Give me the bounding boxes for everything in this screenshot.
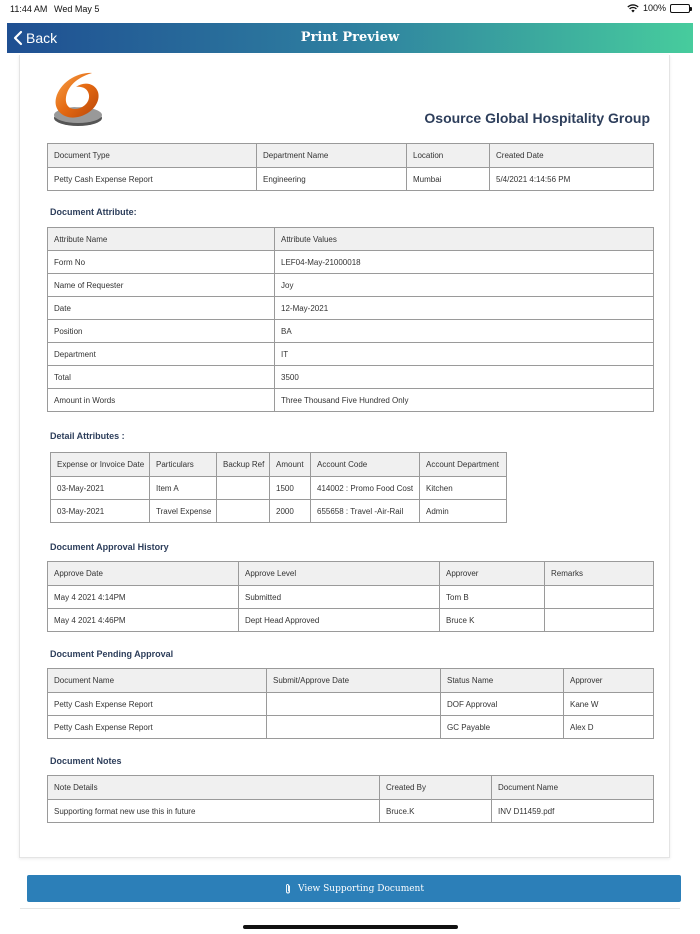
- table-cell: DOF Approval: [441, 693, 564, 716]
- table-cell: 655658 : Travel -Air-Rail: [311, 500, 420, 523]
- attribute-value: 3500: [275, 366, 654, 389]
- attribute-name: Form No: [48, 251, 275, 274]
- table-cell: Supporting format new use this in future: [48, 800, 380, 823]
- document-notes-table: [47, 775, 654, 823]
- table-row: [48, 693, 654, 716]
- detail-attributes-table: [50, 452, 507, 523]
- navigation-bar: [7, 23, 693, 53]
- column-header: Particulars: [150, 453, 217, 477]
- column-header: Document Name: [492, 776, 654, 800]
- home-indicator[interactable]: [243, 925, 458, 929]
- table-cell: 5/4/2021 4:14:56 PM: [490, 168, 654, 191]
- table-cell: Dept Head Approved: [239, 609, 440, 632]
- table-cell: 2000: [270, 500, 311, 523]
- column-header: Amount: [270, 453, 311, 477]
- battery-icon: [670, 4, 690, 13]
- attribute-value: LEF04-May-21000018: [275, 251, 654, 274]
- table-header-row: [48, 776, 654, 800]
- table-row: [48, 274, 654, 297]
- table-cell: Kane W: [564, 693, 654, 716]
- view-supporting-document-button[interactable]: [27, 875, 681, 902]
- table-cell: Petty Cash Expense Report: [48, 168, 257, 191]
- attribute-name: Position: [48, 320, 275, 343]
- attribute-value: Joy: [275, 274, 654, 297]
- table-row: [48, 297, 654, 320]
- table-cell: Bruce.K: [380, 800, 492, 823]
- table-header-row: [51, 453, 507, 477]
- section-title-detail-attributes: Detail Attributes :: [50, 431, 125, 441]
- table-cell: May 4 2021 4:46PM: [48, 609, 239, 632]
- attribute-value: 12-May-2021: [275, 297, 654, 320]
- table-cell: Item A: [150, 477, 217, 500]
- attribute-value: IT: [275, 343, 654, 366]
- table-row: [48, 320, 654, 343]
- attribute-name: Date: [48, 297, 275, 320]
- table-row: [48, 586, 654, 609]
- view-supporting-document-label: View Supporting Document: [298, 883, 424, 894]
- column-header: Location: [407, 144, 490, 168]
- section-title-document-attribute: Document Attribute:: [50, 207, 137, 217]
- table-cell: [217, 477, 270, 500]
- table-row: [48, 343, 654, 366]
- status-time: 11:44 AM: [10, 4, 48, 14]
- document-info-table: [47, 143, 654, 191]
- table-row: [48, 389, 654, 412]
- table-cell: 03-May-2021: [51, 500, 150, 523]
- table-cell: [545, 609, 654, 632]
- paperclip-icon: [284, 883, 292, 895]
- column-header: Backup Ref: [217, 453, 270, 477]
- table-row: [48, 168, 654, 191]
- table-row: [48, 251, 654, 274]
- table-cell: Petty Cash Expense Report: [48, 716, 267, 739]
- company-logo-icon: [48, 68, 108, 130]
- column-header: Status Name: [441, 669, 564, 693]
- section-title-document-notes: Document Notes: [50, 756, 122, 766]
- column-header: Attribute Values: [275, 228, 654, 251]
- table-cell: [217, 500, 270, 523]
- attribute-value: BA: [275, 320, 654, 343]
- status-date: Wed May 5: [54, 4, 100, 14]
- table-cell: 1500: [270, 477, 311, 500]
- table-cell: [267, 693, 441, 716]
- table-header-row: [48, 228, 654, 251]
- table-row: [48, 716, 654, 739]
- table-cell: Admin: [420, 500, 507, 523]
- column-header: Approver: [440, 562, 545, 586]
- pending-approval-table: [47, 668, 654, 739]
- section-title-pending-approval: Document Pending Approval: [50, 649, 174, 659]
- table-cell: INV D11459.pdf: [492, 800, 654, 823]
- column-header: Approver: [564, 669, 654, 693]
- table-header-row: [48, 562, 654, 586]
- bottom-divider: [20, 908, 680, 909]
- approval-history-table: [47, 561, 654, 632]
- table-cell: Mumbai: [407, 168, 490, 191]
- table-cell: [267, 716, 441, 739]
- column-header: Account Department: [420, 453, 507, 477]
- table-cell: 03-May-2021: [51, 477, 150, 500]
- table-cell: Alex D: [564, 716, 654, 739]
- page-title: Print Preview: [300, 30, 400, 45]
- table-cell: Submitted: [239, 586, 440, 609]
- battery-percent: 100%: [642, 3, 666, 13]
- column-header: Department Name: [257, 144, 407, 168]
- table-row: [51, 477, 507, 500]
- column-header: Approve Level: [239, 562, 440, 586]
- column-header: Submit/Approve Date: [267, 669, 441, 693]
- status-right: [627, 3, 690, 13]
- column-header: Expense or Invoice Date: [51, 453, 150, 477]
- column-header: Approve Date: [48, 562, 239, 586]
- column-header: Created Date: [490, 144, 654, 168]
- table-cell: 414002 : Promo Food Cost: [311, 477, 420, 500]
- attribute-name: Name of Requester: [48, 274, 275, 297]
- attribute-value: Three Thousand Five Hundred Only: [275, 389, 654, 412]
- table-row: [48, 609, 654, 632]
- attribute-name: Amount in Words: [48, 389, 275, 412]
- back-label: Back: [26, 30, 58, 46]
- column-header: Document Name: [48, 669, 267, 693]
- document-attribute-table: [47, 227, 654, 412]
- table-row: [48, 366, 654, 389]
- wifi-icon: [627, 4, 639, 13]
- status-bar: [0, 0, 700, 20]
- column-header: Account Code: [311, 453, 420, 477]
- section-title-approval-history: Document Approval History: [50, 542, 169, 552]
- attribute-name: Total: [48, 366, 275, 389]
- table-cell: Petty Cash Expense Report: [48, 693, 267, 716]
- table-cell: [545, 586, 654, 609]
- table-cell: Bruce K: [440, 609, 545, 632]
- table-header-row: [48, 669, 654, 693]
- attribute-name: Department: [48, 343, 275, 366]
- company-name: Osource Global Hospitality Group: [424, 110, 650, 126]
- column-header: Note Details: [48, 776, 380, 800]
- table-cell: Kitchen: [420, 477, 507, 500]
- table-cell: Engineering: [257, 168, 407, 191]
- column-header: Document Type: [48, 144, 257, 168]
- column-header: Created By: [380, 776, 492, 800]
- column-header: Remarks: [545, 562, 654, 586]
- table-header-row: [48, 144, 654, 168]
- column-header: Attribute Name: [48, 228, 275, 251]
- table-row: [48, 800, 654, 823]
- table-cell: Tom B: [440, 586, 545, 609]
- table-cell: May 4 2021 4:14PM: [48, 586, 239, 609]
- table-row: [51, 500, 507, 523]
- table-cell: GC Payable: [441, 716, 564, 739]
- table-cell: Travel Expense: [150, 500, 217, 523]
